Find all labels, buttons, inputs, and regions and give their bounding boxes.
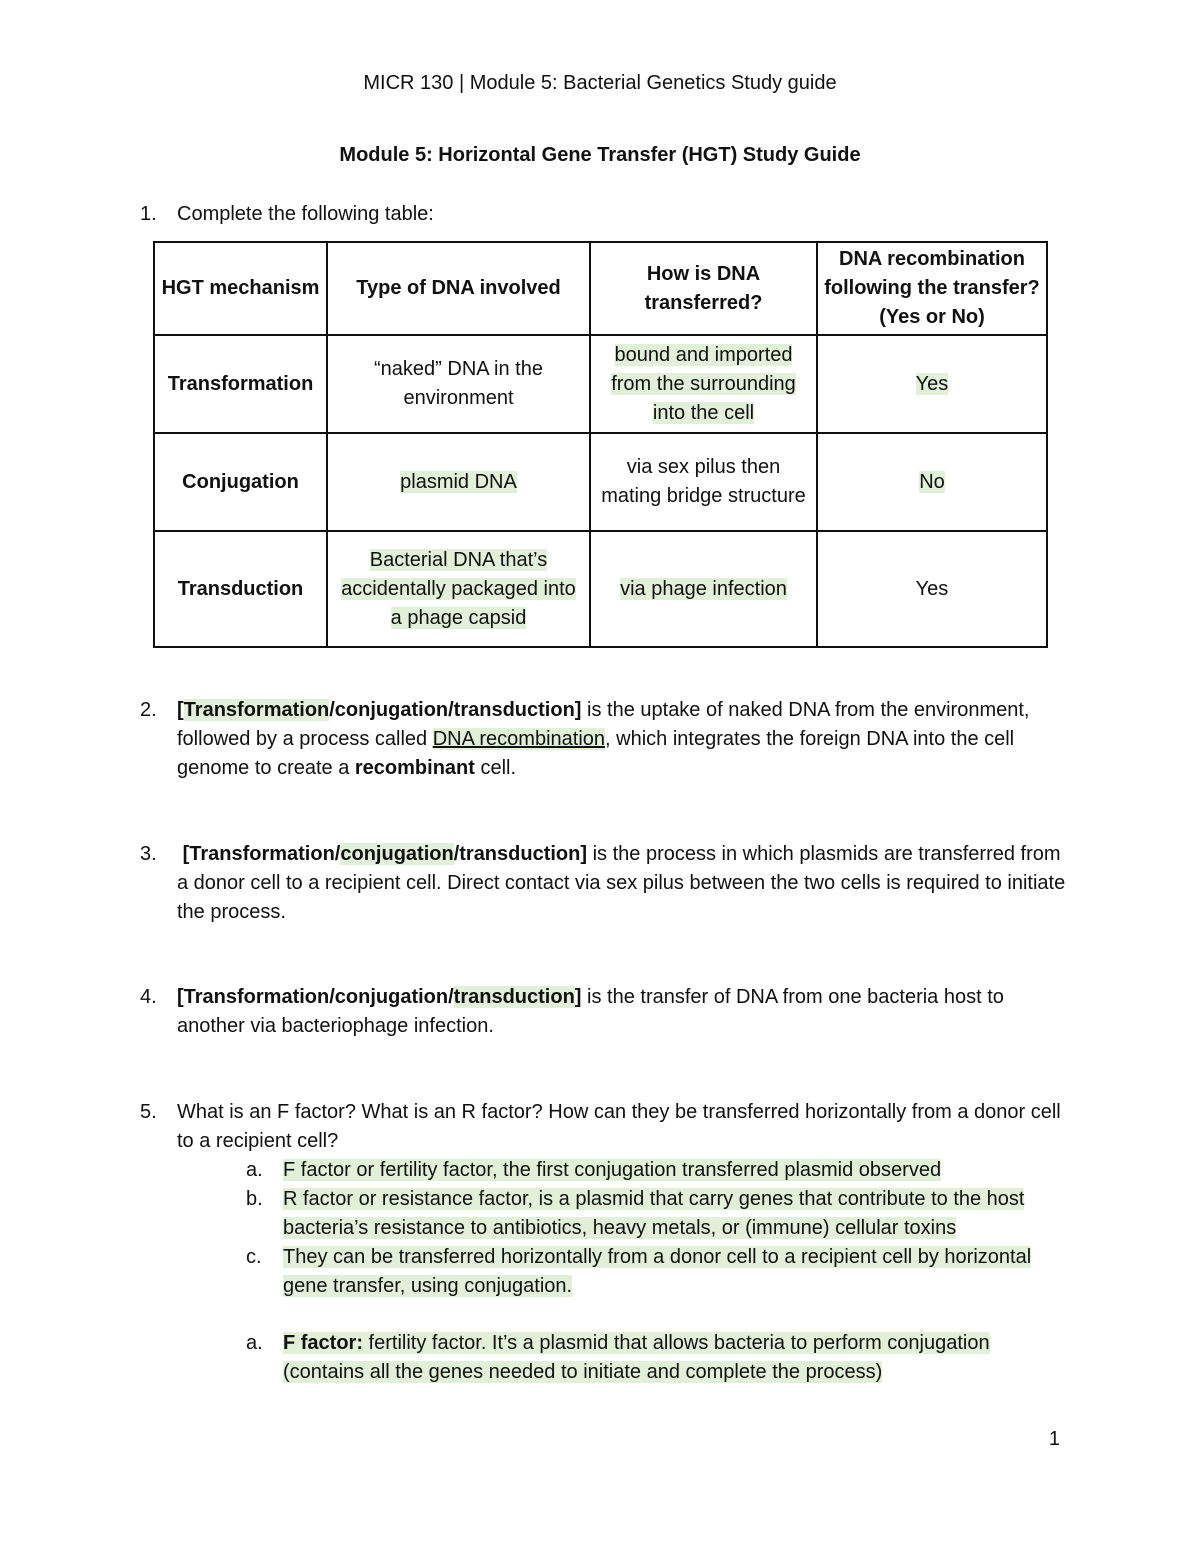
- table-header-row: [154, 242, 1047, 335]
- document-header: MICR 130 | Module 5: Bacterial Genetics Study guide: [363, 72, 837, 94]
- question-4: [140, 983, 1070, 1041]
- bracket-close: /transduction]: [453, 843, 588, 865]
- question-number: 2.: [140, 699, 157, 721]
- sentence-part: cell.: [474, 757, 517, 779]
- question-5: [140, 1098, 1070, 1387]
- selected-option: conjugation: [340, 843, 454, 865]
- mechanism-cell: Transformation: [154, 335, 327, 433]
- table-row: [154, 433, 1047, 531]
- question-number: 4.: [140, 986, 157, 1008]
- bracket-open: [: [177, 699, 184, 721]
- hgt-table: [153, 241, 1048, 648]
- mechanism-cell: Transduction: [154, 531, 327, 647]
- question-number: 5.: [140, 1101, 157, 1123]
- column-header: How is DNA transferred?: [590, 242, 817, 335]
- table-row: [154, 531, 1047, 647]
- question-text: [177, 840, 1070, 927]
- bracket-open: [Transformation/conjugation/: [177, 986, 454, 1008]
- table-row: [154, 335, 1047, 433]
- question-3: [140, 840, 1070, 927]
- answer-highlight: bound and imported from the surrounding into the cell: [611, 343, 796, 424]
- mechanism-cell: Conjugation: [154, 433, 327, 531]
- sentence-part: , which integrates the foreign DNA into the cell genome to create a: [177, 728, 1015, 779]
- answer-highlight: Yes: [915, 372, 949, 395]
- answer-letter: a.: [246, 1332, 263, 1354]
- answer-letter: a.: [246, 1159, 263, 1181]
- question-number: 1.: [140, 203, 157, 225]
- dna-type-cell: “naked” DNA in the environment: [327, 335, 590, 433]
- question-1: [140, 200, 1070, 229]
- answer-item: [246, 1329, 1070, 1387]
- sentence-part: is the process in which plasmids are transferred from a donor cell to a recipient cell. Direct contact via sex pilus between the two cells is required to initiate the process.: [177, 843, 1066, 923]
- dna-type-cell: [327, 433, 590, 531]
- selected-option: Transformation: [183, 699, 330, 721]
- question-text: [177, 983, 1070, 1041]
- answer-text: F factor or fertility factor, the first conjugation transferred plasmid observed: [283, 1159, 942, 1181]
- recombination-cell: [817, 433, 1047, 531]
- answer-text: They can be transferred horizontally from a donor cell to a recipient cell by horizontal gene transfer, using conjugation.: [283, 1246, 1032, 1297]
- answer-highlight: via phage infection: [620, 577, 787, 600]
- question-number: 3.: [140, 843, 157, 865]
- answer-highlight: Bacterial DNA that’s accidentally packaged into a phage capsid: [341, 548, 576, 629]
- bold-term: recombinant: [354, 757, 475, 779]
- column-header: DNA recombination following the transfer? (Yes or No): [817, 242, 1047, 335]
- transfer-cell: [590, 335, 817, 433]
- page-number: 1: [1048, 1428, 1060, 1450]
- question-text: What is an F factor? What is an R factor? How can they be transferred horizontally from a donor cell to a recipient cell?: [177, 1101, 1061, 1152]
- spacer: [140, 1301, 1070, 1329]
- transfer-cell: via sex pilus then mating bridge structure: [590, 433, 817, 531]
- page-title: Module 5: Horizontal Gene Transfer (HGT) Study Guide: [339, 144, 861, 166]
- recombination-cell: [817, 335, 1047, 433]
- answer-letter: c.: [246, 1246, 262, 1268]
- answer-letter: b.: [246, 1188, 263, 1210]
- column-header: HGT mechanism: [154, 242, 327, 335]
- answer-item: [246, 1185, 1070, 1243]
- transfer-cell: [590, 531, 817, 647]
- answer-text: R factor or resistance factor, is a plasmid that carry genes that contribute to the host bacteria’s resistance to antibiotics, heavy metals, or (immune) cellular toxins: [283, 1188, 1025, 1239]
- column-header: Type of DNA involved: [327, 242, 590, 335]
- selected-option: transduction: [453, 986, 575, 1008]
- other-options: /conjugation/transduction]: [329, 699, 582, 721]
- answer-definition: fertility factor. It’s a plasmid that allows bacteria to perform conjugation (contains all the genes needed to initiate and complete the process): [283, 1332, 990, 1383]
- answer-highlight: plasmid DNA: [400, 470, 517, 493]
- question-text: [177, 696, 1070, 783]
- sentence-part: is the transfer of DNA from one bacteria host to another via bacteriophage infection.: [177, 986, 1004, 1037]
- question-2: [140, 696, 1070, 783]
- answer-text: [283, 1332, 990, 1383]
- answer-highlight: No: [919, 470, 945, 493]
- answer-item: [246, 1156, 1070, 1185]
- question-text: Complete the following table:: [177, 203, 434, 225]
- bold-term: F factor:: [283, 1332, 363, 1354]
- bracket-close: ]: [574, 986, 582, 1008]
- recombination-cell: Yes: [817, 531, 1047, 647]
- blank-answer: DNA recombination: [432, 728, 606, 750]
- dna-type-cell: [327, 531, 590, 647]
- bracket-open: [Transformation/: [182, 843, 341, 865]
- answer-item: [246, 1243, 1070, 1301]
- sentence-part: is the uptake of naked DNA from the environment, followed by a process called: [177, 699, 1030, 750]
